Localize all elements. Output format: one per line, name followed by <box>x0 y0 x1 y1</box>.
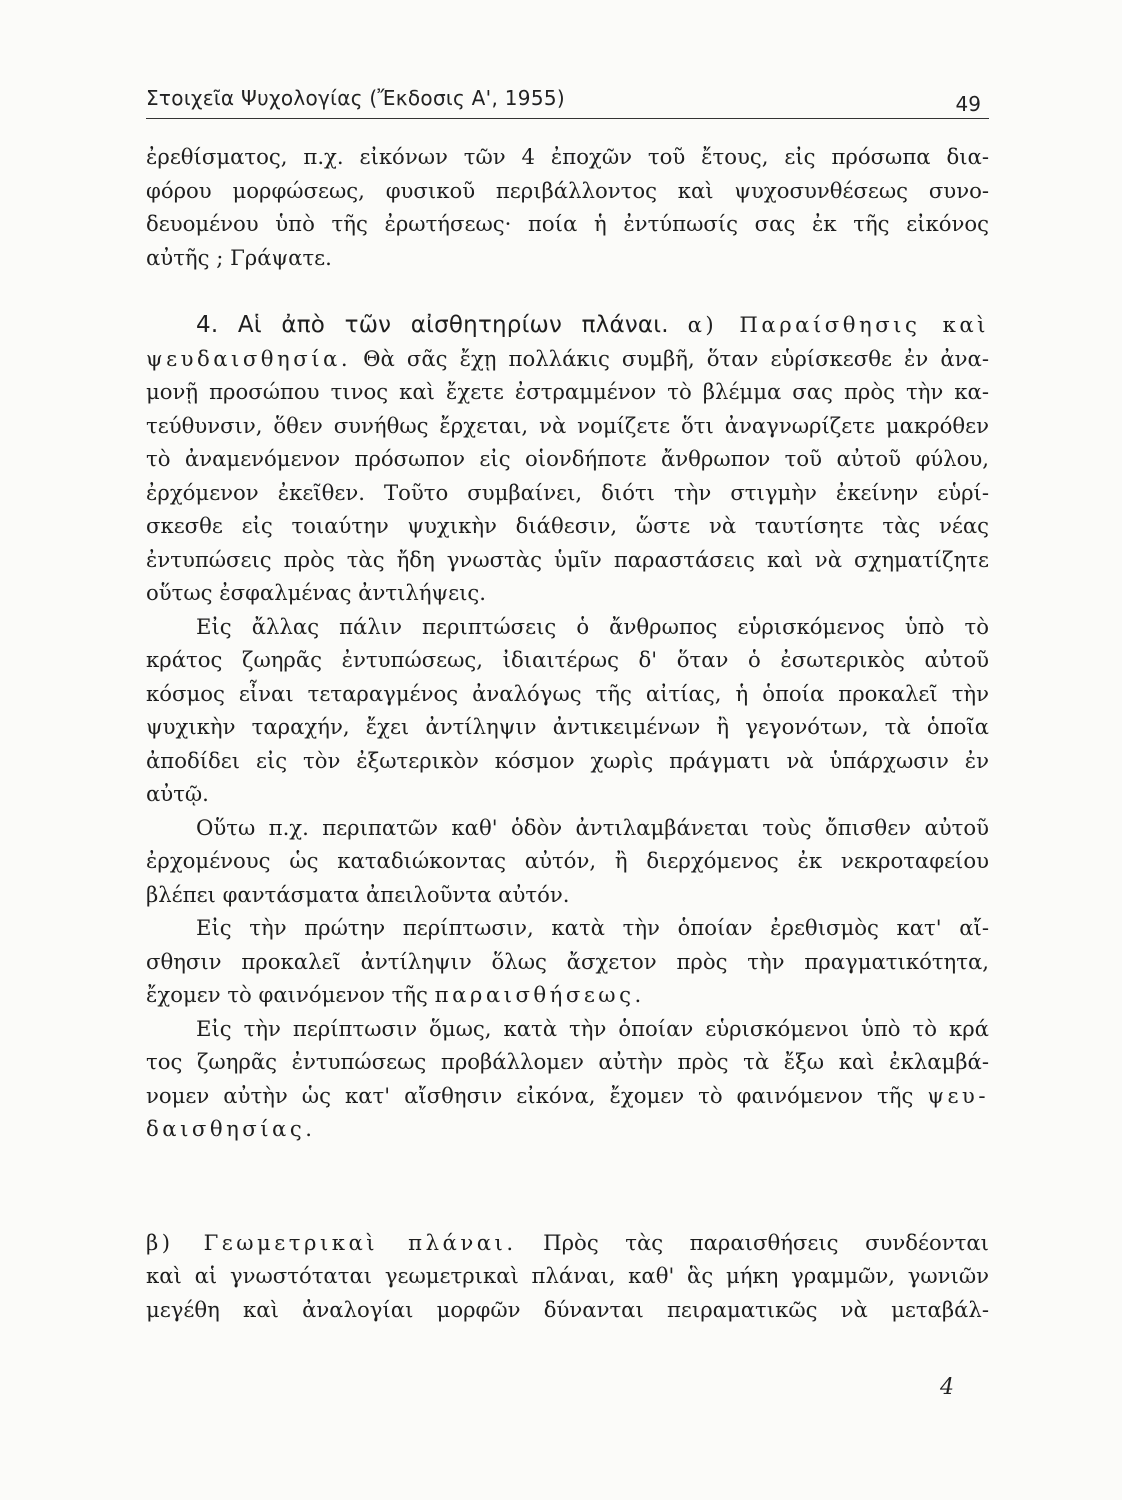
paragraph-gap <box>146 274 989 308</box>
subheading-a-continued: ψευδαισθησία. <box>146 345 352 371</box>
subheading-b: β) Γεωμετρικαὶ πλάναι. <box>146 1229 517 1255</box>
subheading-a: α) Παραίσθησις καὶ <box>687 312 989 337</box>
text-line: δευομένου ὑπὸ τῆς ἐρωτήσεως· ποία ἡ ἐντύπωσίς σας ἐκ τῆς εἰκόνος <box>146 211 989 236</box>
text-fragment: ἔχομεν τὸ φαινόμενον τῆς <box>146 982 428 1007</box>
text-line: σκεσθε εἰς τοιαύτην ψυχικὴν διάθεσιν, ὥστε νὰ ταυτίσητε τὰς νέας <box>146 513 989 538</box>
text-line: φόρου μορφώσεως, φυσικοῦ περιβάλλοντος καὶ ψυχοσυνθέσεως συνο- <box>146 177 989 203</box>
text-line: αὐτῆς ; Γράψατε. <box>146 244 332 270</box>
text-line: κράτος ζωηρᾶς ἐντυπώσεως, ἰδιαιτέρως δ' ὅταν ὁ ἐσωτερικὸς αὐτοῦ <box>146 647 989 672</box>
text-line: βλέπει φαντάσματα ἀπειλοῦντα αὐτόν. <box>146 881 570 907</box>
text-line: ἐρχομένους ὡς καταδιώκοντας αὐτόν, ἢ διερχόμενος ἐκ νεκροταφείου <box>146 848 989 873</box>
spaced-term: ψευ- <box>927 1082 989 1108</box>
body-text <box>146 140 989 1326</box>
signature-mark: 4 <box>940 1375 954 1400</box>
text-line: Εἰς τὴν περίπτωσιν ὅμως, κατὰ τὴν ὁποίαν εὑρισκόμενοι ὑπὸ τὸ κρά <box>196 1015 989 1041</box>
text-line <box>146 1079 989 1113</box>
text-line: τὸ ἀναμενόμενον πρόσωπον εἰς οἱονδήποτε ἄνθρωπον τοῦ αὐτοῦ φύλου, <box>146 446 989 471</box>
text-line: καὶ αἱ γνωστόταται γεωμετρικαὶ πλάναι, καθ' ἃς μήκη γραμμῶν, γωνιῶν <box>146 1263 989 1288</box>
text-line: κόσμος εἶναι τεταραγμένος ἀναλόγως τῆς αἰτίας, ἡ ὁποία προκαλεῖ τὴν <box>146 680 989 706</box>
text-line <box>146 978 989 1012</box>
text-line: αὐτῷ. <box>146 781 209 806</box>
text-line: μονῇ προσώπου τινος καὶ ἔχετε ἐστραμμένον τὸ βλέμμα σας πρὸς τὴν κα- <box>146 379 989 404</box>
text-line: τεύθυνσιν, ὅθεν συνήθως ἔρχεται, νὰ νομίζετε ὅτι ἀναγνωρίζετε μακρόθεν <box>146 412 989 438</box>
text-line: Οὕτω π.χ. περιπατῶν καθ' ὁδὸν ἀντιλαμβάνεται τοὺς ὄπισθεν αὐτοῦ <box>196 814 989 840</box>
spaced-term: παραισθήσεως. <box>434 982 645 1007</box>
text-line: οὕτως ἐσφαλμένας ἀντιλήψεις. <box>146 580 487 605</box>
text-line: ἐρχόμενον ἐκεῖθεν. Τοῦτο συμβαίνει, διότι τὴν στιγμὴν ἐκείνην εὑρί- <box>146 479 989 505</box>
section-gap <box>146 1146 989 1226</box>
spaced-term: δαισθησίας. <box>146 1116 316 1141</box>
text-line: ἐρεθίσματος, π.χ. εἰκόνων τῶν 4 ἐποχῶν τοῦ ἔτους, εἰς πρόσωπα δια- <box>146 144 989 169</box>
text-line: ἐντυπώσεις πρὸς τὰς ἤδη γνωστὰς ὑμῖν παραστάσεις καὶ νὰ σχηματίζητε <box>146 546 989 572</box>
text-line <box>146 342 989 376</box>
section-heading: 4. Αἱ ἀπὸ τῶν αἰσθητηρίων πλάναι. <box>196 312 669 338</box>
text-fragment: Θὰ σᾶς ἔχῃ πολλάκις συμβῆ, ὅταν εὑρίσκεσθε ἐν ἀνα- <box>363 345 989 371</box>
section-heading-line <box>146 308 989 342</box>
text-line: τος ζωηρᾶς ἐντυπώσεως προβάλλομεν αὐτὴν πρὸς τὰ ἔξω καὶ ἐκλαμβά- <box>146 1049 989 1074</box>
text-line: ψυχικὴν ταραχήν, ἔχει ἀντίληψιν ἀντικειμένων ἢ γεγονότων, τὰ ὁποῖα <box>146 714 989 739</box>
text-fragment: Πρὸς τὰς παραισθήσεις συνδέονται <box>543 1229 989 1255</box>
page-number: 49 <box>955 92 981 116</box>
text-line: σθησιν προκαλεῖ ἀντίληψιν ὅλως ἄσχετον πρὸς τὴν πραγματικότητα, <box>146 948 989 974</box>
running-title: Στοιχεῖα Ψυχολογίας (Ἔκδοσις Α', 1955) <box>146 86 565 110</box>
page-header <box>146 86 989 120</box>
text-line: Εἰς τὴν πρώτην περίπτωσιν, κατὰ τὴν ὁποίαν ἐρεθισμὸς κατ' αἴ- <box>196 915 989 940</box>
text-line <box>146 1112 989 1146</box>
text-line: Εἰς ἄλλας πάλιν περιπτώσεις ὁ ἄνθρωπος εὑρισκόμενος ὑπὸ τὸ <box>196 613 989 639</box>
text-fragment: νομεν αὐτὴν ὡς κατ' αἴσθησιν εἰκόνα, ἔχομεν τὸ φαινόμενον τῆς <box>146 1082 914 1108</box>
text-line: μεγέθη καὶ ἀναλογίαι μορφῶν δύνανται πειραματικῶς νὰ μεταβάλ- <box>146 1296 989 1322</box>
text-line: ἀποδίδει εἰς τὸν ἐξωτερικὸν κόσμον χωρὶς πράγματι νὰ ὑπάρχωσιν ἐν <box>146 747 989 773</box>
header-rule <box>146 118 989 119</box>
text-line <box>146 1226 989 1260</box>
